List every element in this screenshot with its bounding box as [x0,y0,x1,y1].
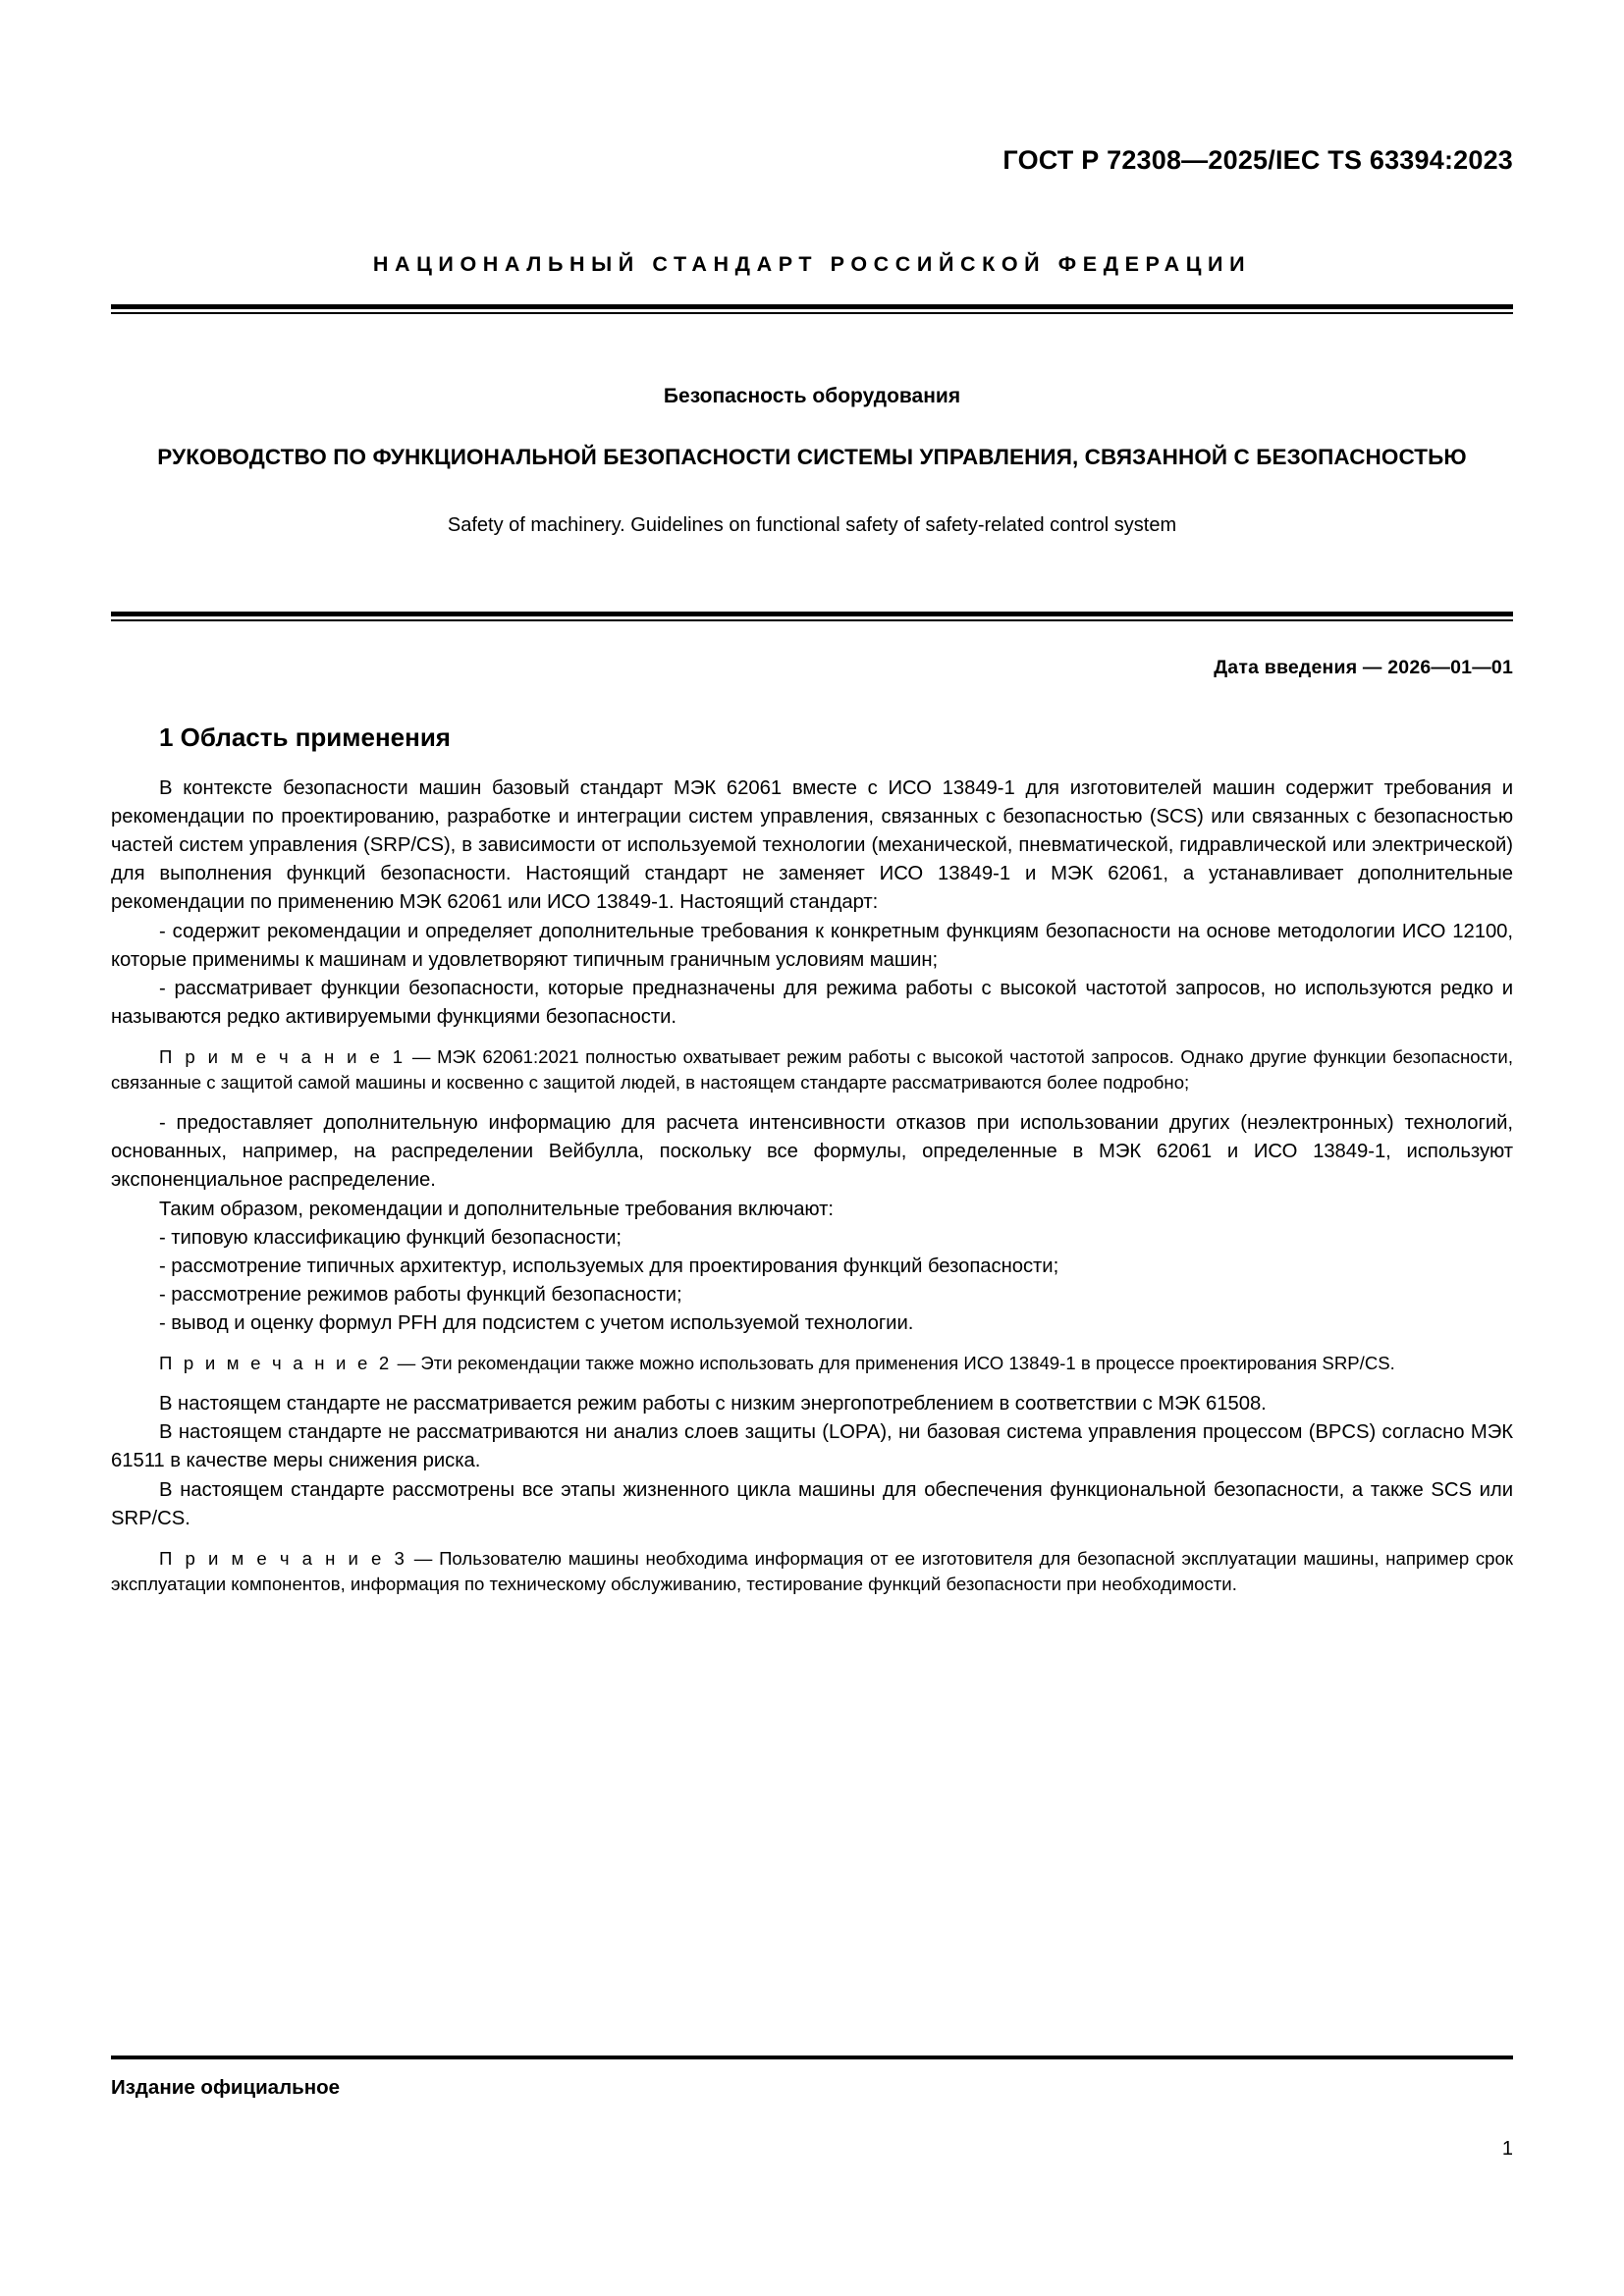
footer-rule [111,2056,1513,2059]
title-block [111,385,1513,537]
note-2-label: П р и м е ч а н и е 2 [159,1353,393,1374]
section-body-2 [111,1109,1513,1338]
section-body [111,774,1513,1032]
header-rule-thick [111,304,1513,309]
header-rule-thin [111,312,1513,314]
section-body-3 [111,1390,1513,1533]
paragraph-12: В настоящем стандарте рассмотрены все этапы жизненного цикла машины для обеспечения функциональной безопасности, а также SCS или SRP/CS. [111,1478,1513,1529]
note-3-text: — Пользователю машины необходима информация от ее изготовителя для безопасной эксплуатации машины, например срок эксплуатации компонентов, информация по техническому обслуживанию, тестирование функций безопасности при необходимости. [111,1547,1513,1594]
page-number: 1 [1501,2138,1513,2160]
title-rule-group [111,612,1513,621]
national-standard-heading: НАЦИОНАЛЬНЫЙ СТАНДАРТ РОССИЙСКОЙ ФЕДЕРАЦИИ [372,252,1252,276]
document-code: ГОСТ Р 72308—2025/IEC TS 63394:2023 [1002,145,1513,175]
paragraph-7: - рассмотрение типичных архитектур, используемых для проектирования функций безопасности; [159,1255,1059,1277]
paragraph-6: - типовую классификацию функций безопасности; [159,1226,622,1249]
paragraph-2: - содержит рекомендации и определяет дополнительные требования к конкретным функциям безопасности на основе методологии ИСО 12100, которые применимы к машинам и удовлетворяют типичным граничным условиям машин; [111,920,1513,971]
paragraph-9: - вывод и оценку формул PFH для подсистем с учетом используемой технологии. [159,1312,914,1334]
note-1-text: — МЭК 62061:2021 полностью охватывает режим работы с высокой частотой запросов. Однако другие функции безопасности, связанные с защитой самой машины и косвенно с защитой людей, в настоящем стандарте рассматриваются более подробно; [111,1046,1513,1094]
paragraph-3: - рассматривает функции безопасности, которые предназначены для режима работы с высокой частотой запросов, но используются редко и называются редко активируемыми функциями безопасности. [111,977,1513,1028]
note-3-label: П р и м е ч а н и е 3 [159,1547,408,1569]
title-rule-thick [111,612,1513,616]
paragraph-11: В настоящем стандарте не рассматриваются ни анализ слоев защиты (LOPA), ни базовая система управления процессом (BPCS) согласно МЭК 61511 в качестве меры снижения риска. [111,1421,1513,1472]
paragraph-4: - предоставляет дополнительную информацию для расчета интенсивности отказов при использовании других (неэлектронных) технологий, основанных, например, на распределении Вейбулла, поскольку все формулы, определенные в МЭК 62061 и ИСО 13849-1, используют экспоненциальное распределение. [111,1112,1513,1192]
note-1-label: П р и м е ч а н и е 1 [159,1046,406,1068]
title-english: Safety of machinery. Guidelines on functional safety of safety-related control system [447,513,1177,536]
title-rule-thin [111,619,1513,621]
title-subtitle: Безопасность оборудования [663,385,961,407]
note-1 [111,1044,1513,1095]
paragraph-8: - рассмотрение режимов работы функций безопасности; [159,1283,682,1306]
official-edition-label: Издание официальное [111,2076,341,2099]
paragraph-10: В настоящем стандарте не рассматривается режим работы с низким энергопотреблением в соответствии с МЭК 61508. [159,1393,1267,1415]
title-main: РУКОВОДСТВО ПО ФУНКЦИОНАЛЬНОЙ БЕЗОПАСНОСТИ СИСТЕМЫ УПРАВЛЕНИЯ, СВЯЗАННОЙ С БЕЗОПАСНОСТЬЮ [157,445,1467,469]
note-2 [111,1351,1513,1376]
note-3 [111,1546,1513,1597]
paragraph-5: Таким образом, рекомендации и дополнительные требования включают: [159,1198,834,1220]
section-heading: 1 Область применения [159,721,451,752]
paragraph-1: В контексте безопасности машин базовый стандарт МЭК 62061 вместе с ИСО 13849-1 для изготовителей машин содержит требования и рекомендации по проектированию, разработке и интеграции систем управления, связанных с безопасностью (SCS) или связанных с безопасностью частей систем управления (SRP/CS), в зависимости от используемой технологии (механической, пневматической, гидравлической или электрической) для выполнения функций безопасности. Настоящий стандарт не заменяет ИСО 13849-1 и МЭК 62061, а устанавливает дополнительные рекомендации по применению МЭК 62061 или ИСО 13849-1. Настоящий стандарт: [111,776,1513,914]
introduction-date: Дата введения — 2026—01—01 [1214,656,1513,678]
note-2-text: — Эти рекомендации также можно использовать для применения ИСО 13849-1 в процессе проектирования SRP/CS. [397,1353,1395,1374]
page-content [111,0,1513,1610]
